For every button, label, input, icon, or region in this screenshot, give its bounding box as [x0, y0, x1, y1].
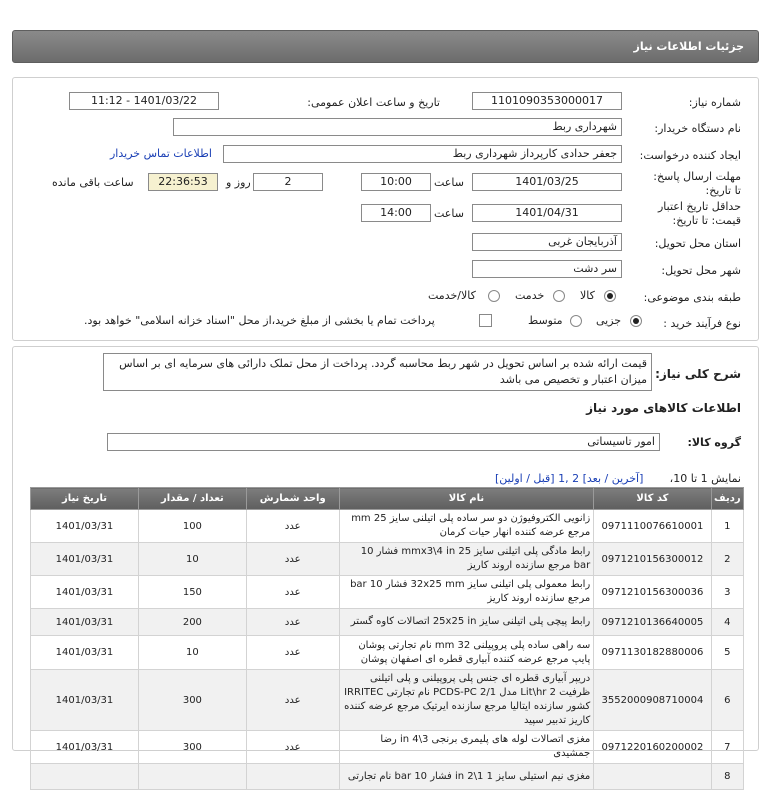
row-code: 0971130182880006: [594, 636, 711, 670]
reply-deadline-date: 1401/03/25: [472, 173, 622, 191]
reply-deadline-label: مهلت ارسال پاسخ: تا تاریخ:: [653, 170, 741, 197]
row-date: 1401/03/31: [31, 510, 139, 543]
requester-label: ایجاد کننده درخواست:: [639, 149, 741, 162]
reply-deadline-time-label: ساعت: [434, 176, 464, 189]
reply-days-label: روز و: [226, 176, 251, 189]
pager-links[interactable]: [آخرین / بعد] 2 ,1 [قبل / اولین]: [495, 472, 644, 485]
row-date: 1401/03/31: [31, 576, 139, 609]
process-option-minor: جزیی: [596, 314, 622, 327]
category-option-service: خدمت: [515, 289, 545, 302]
table-row[interactable]: [31, 670, 744, 731]
delivery-province-label: استان محل تحویل:: [654, 237, 741, 250]
need-number-label: شماره نیاز:: [688, 96, 741, 109]
table-row[interactable]: [31, 609, 744, 636]
row-code: [594, 764, 711, 790]
row-code: 0971210156300012: [594, 543, 711, 576]
price-validity-label: حداقل تاریخ اعتبار قیمت: تا تاریخ:: [657, 200, 741, 227]
category-radio-goods[interactable]: [604, 290, 616, 302]
pager-showing: نمایش 1 تا 10،: [669, 472, 741, 485]
buyer-contact-link[interactable]: اطلاعات تماس خریدار: [110, 147, 212, 160]
row-qty: 300: [138, 670, 246, 731]
price-validity-date: 1401/04/31: [472, 204, 622, 222]
row-name: زانویی الکتروفیوژن دو سر ساده پلی اتیلنی سایز 25 mm مرجع عرضه کننده انهار حیات کرمان: [339, 510, 594, 543]
row-name: سه راهی ساده پلی پروپیلنی 32 mm نام تجارتی پوشان پایپ مرجع عرضه کننده آبیاری قطره ای اصفهان پوشان: [339, 636, 594, 670]
treasury-payment-checkbox[interactable]: [479, 314, 492, 327]
category-option-goods-service: کالا/خدمت: [428, 289, 476, 302]
need-summary-label: شرح کلی نیاز:: [655, 367, 741, 381]
row-index: 3: [711, 576, 743, 609]
row-unit: عدد: [246, 576, 339, 609]
row-index: 5: [711, 636, 743, 670]
row-qty: [138, 764, 246, 790]
col-name: نام کالا: [339, 488, 594, 510]
treasury-payment-note: پرداخت تمام یا بخشی از مبلغ خرید،از محل "اسناد خزانه اسلامی" خواهد بود.: [84, 314, 435, 327]
price-validity-time-label: ساعت: [434, 207, 464, 220]
goods-group-label: گروه کالا:: [687, 436, 741, 449]
col-unit: واحد شمارش: [246, 488, 339, 510]
row-name: رابط پیچی پلی اتیلنی سایز 25x25 in اتصالات کاوه گستر: [339, 609, 594, 636]
page-header: [12, 30, 759, 63]
row-qty: 100: [138, 510, 246, 543]
row-index: 4: [711, 609, 743, 636]
row-qty: 10: [138, 636, 246, 670]
row-index: 7: [711, 731, 743, 764]
price-validity-time: 14:00: [361, 204, 431, 222]
announce-datetime-field: 1401/03/22 - 11:12: [69, 92, 219, 110]
table-row[interactable]: [31, 764, 744, 790]
table-row[interactable]: [31, 543, 744, 576]
delivery-province-field: آذربایجان غربی: [472, 233, 622, 251]
category-option-goods: کالا: [580, 289, 595, 302]
goods-section-title: اطلاعات کالاهای مورد نیاز: [586, 401, 741, 415]
row-unit: عدد: [246, 609, 339, 636]
row-date: 1401/03/31: [31, 609, 139, 636]
page-title: جزئیات اطلاعات نیاز: [633, 40, 744, 53]
remaining-time-field: 22:36:53: [148, 173, 218, 191]
category-label: طبقه بندی موضوعی:: [643, 291, 741, 304]
row-date: [31, 764, 139, 790]
table-row[interactable]: [31, 576, 744, 609]
row-code: 0971110076610001: [594, 510, 711, 543]
row-date: 1401/03/31: [31, 543, 139, 576]
process-type-label: نوع فرآیند خرید :: [663, 317, 741, 330]
reply-deadline-time: 10:00: [361, 173, 431, 191]
row-code: 0971210156300036: [594, 576, 711, 609]
row-code: 3552000908710004: [594, 670, 711, 731]
row-index: 2: [711, 543, 743, 576]
process-radio-medium[interactable]: [570, 315, 582, 327]
col-index: ردیف: [711, 488, 743, 510]
table-row[interactable]: [31, 731, 744, 764]
need-summary-text: قیمت ارائه شده بر اساس تحویل در شهر ربط محاسبه گردد. پرداخت از محل تملک دارائی های سرمایه ای بر اساس میزان اعتبار و تخصیص می باشد: [103, 353, 652, 391]
row-name: مغزی نیم استیلی سایز 1 1\2 in فشار 10 bar نام تجارتی: [339, 764, 594, 790]
requester-field: جعفر حدادی کارپرداز شهرداری ربط: [223, 145, 622, 163]
row-unit: عدد: [246, 670, 339, 731]
announce-datetime-label: تاریخ و ساعت اعلان عمومی:: [307, 96, 440, 109]
category-radio-goods-service[interactable]: [488, 290, 500, 302]
row-qty: 200: [138, 609, 246, 636]
category-radio-service[interactable]: [553, 290, 565, 302]
delivery-city-label: شهر محل تحویل:: [661, 264, 741, 277]
col-code: کد کالا: [594, 488, 711, 510]
reply-days-field: 2: [253, 173, 323, 191]
col-date: تاریخ نیاز: [31, 488, 139, 510]
table-row[interactable]: [31, 636, 744, 670]
need-number-field: 1101090353000017: [472, 92, 622, 110]
row-name: دریپر آبیاری قطره ای جنس پلی پروپیلنی و پلی اتیلنی ظرفیت 2 Lit\hr مدل PCDS-PC 2/1 نام تجارتی IRRITEC کشور سازنده ایتالیا مرجع سازنده ایرتیک مرجع عرضه کننده کاریز تدبیر سپید: [339, 670, 594, 731]
row-qty: 10: [138, 543, 246, 576]
buyer-org-label: نام دستگاه خریدار:: [654, 122, 741, 135]
buyer-org-field: شهرداری ربط: [173, 118, 622, 136]
row-unit: عدد: [246, 731, 339, 764]
row-unit: عدد: [246, 636, 339, 670]
remaining-time-label: ساعت باقی مانده: [52, 176, 134, 189]
row-name: رابط معمولی پلی اتیلنی سایز 32x25 mm فشار 10 bar مرجع سازنده اروند کاریز: [339, 576, 594, 609]
row-qty: 150: [138, 576, 246, 609]
process-option-medium: متوسط: [528, 314, 563, 327]
row-qty: 300: [138, 731, 246, 764]
row-date: 1401/03/31: [31, 670, 139, 731]
row-name: مغزی اتصالات لوله های پلیمری برنجی 3\4 in رضا جمشیدی: [339, 731, 594, 764]
row-index: 6: [711, 670, 743, 731]
row-unit: عدد: [246, 543, 339, 576]
row-code: 0971220160200002: [594, 731, 711, 764]
row-index: 1: [711, 510, 743, 543]
delivery-city-field: سر دشت: [472, 260, 622, 278]
goods-group-field: امور تاسیساتی: [107, 433, 660, 451]
row-code: 0971210136640005: [594, 609, 711, 636]
row-unit: [246, 764, 339, 790]
row-index: 8: [711, 764, 743, 790]
process-radio-minor[interactable]: [630, 315, 642, 327]
table-header-row: [31, 488, 744, 510]
row-unit: عدد: [246, 510, 339, 543]
col-qty: تعداد / مقدار: [138, 488, 246, 510]
row-date: 1401/03/31: [31, 636, 139, 670]
table-row[interactable]: [31, 510, 744, 543]
row-name: رابط مادگی پلی اتیلنی سایز 25 mmx3\4 in فشار 10 bar مرجع سازنده اروند کاریز: [339, 543, 594, 576]
row-date: 1401/03/31: [31, 731, 139, 764]
